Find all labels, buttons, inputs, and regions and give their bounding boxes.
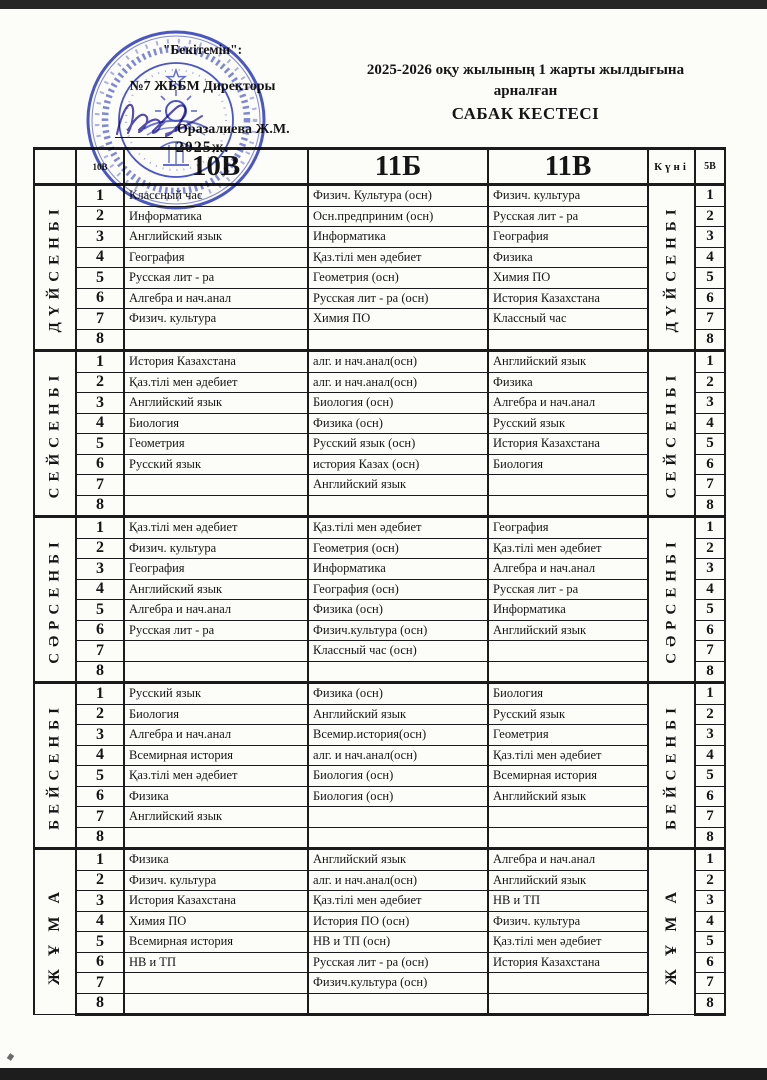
day-label-right [648, 351, 695, 517]
lesson-number-left: 4 [76, 579, 124, 600]
subject-cell: алг. и нач.анал(осн) [308, 372, 488, 393]
subject-cell: Физич. Культура (осн) [308, 185, 488, 207]
approval-year: 2025ж. [175, 139, 230, 156]
subject-cell: Химия ПО [488, 268, 648, 289]
subject-cell: Алгебра и нач.анал [124, 725, 308, 746]
subject-cell: Классный час [124, 185, 308, 207]
lesson-number-right: 4 [695, 911, 725, 932]
subject-cell: Қаз.тілі мен әдебиет [488, 745, 648, 766]
lesson-number-right: 1 [695, 683, 725, 705]
subject-cell: Информатика [308, 227, 488, 248]
subject-cell: История Казахстана [488, 434, 648, 455]
lesson-number-left: 1 [76, 849, 124, 871]
lesson-number-right: 4 [695, 579, 725, 600]
lesson-number-left: 7 [76, 641, 124, 662]
lesson-number-right: 1 [695, 351, 725, 373]
lesson-number-right: 5 [695, 600, 725, 621]
lesson-number-left: 5 [76, 434, 124, 455]
subject-cell: История Казахстана [124, 351, 308, 373]
lesson-number-right: 2 [695, 870, 725, 891]
subject-cell [488, 661, 648, 683]
subject-cell: Геометрия [124, 434, 308, 455]
lesson-number-right: 3 [695, 891, 725, 912]
subject-cell: Русская лит - ра (осн) [308, 952, 488, 973]
class-header-1: 11Б [308, 149, 488, 185]
subject-cell: Биология [488, 683, 648, 705]
subject-cell: Биология [124, 704, 308, 725]
page-title: САБАК КЕСТЕСІ [451, 104, 600, 123]
day-label-right [648, 683, 695, 849]
subject-cell: Английский язык [124, 227, 308, 248]
lesson-number-right: 5 [695, 268, 725, 289]
subject-cell: Алгебра и нач.анал [488, 393, 648, 414]
lesson-number-right: 1 [695, 185, 725, 207]
signature-icon [110, 94, 214, 144]
subject-cell: Қаз.тілі мен әдебиет [308, 247, 488, 268]
subject-cell: Русский язык (осн) [308, 434, 488, 455]
subject-cell [488, 329, 648, 351]
lesson-number-right: 1 [695, 517, 725, 539]
class-header-2: 11В [488, 149, 648, 185]
subject-cell: Физич. культура [488, 185, 648, 207]
lesson-number-right: 8 [695, 329, 725, 351]
subject-cell: История Казахстана [488, 288, 648, 309]
subject-cell [488, 495, 648, 517]
subject-cell: Информатика [488, 600, 648, 621]
subject-cell: Русский язык [488, 704, 648, 725]
subject-cell: Всемирная история [124, 745, 308, 766]
subject-cell [308, 993, 488, 1015]
lesson-number-right: 2 [695, 206, 725, 227]
lesson-number-right: 6 [695, 288, 725, 309]
lesson-number-left: 6 [76, 288, 124, 309]
subject-cell: Физика [488, 247, 648, 268]
lesson-number-right: 8 [695, 495, 725, 517]
lesson-number-left: 4 [76, 745, 124, 766]
lesson-number-left: 8 [76, 993, 124, 1015]
subject-cell: Английский язык [488, 351, 648, 373]
subject-cell [308, 495, 488, 517]
class-header-0: 10В [124, 149, 308, 185]
subject-cell: Геометрия (осн) [308, 538, 488, 559]
lesson-number-left: 4 [76, 413, 124, 434]
lesson-number-left: 2 [76, 704, 124, 725]
subject-cell: География [124, 559, 308, 580]
subject-cell [124, 661, 308, 683]
lesson-number-right: 2 [695, 372, 725, 393]
subject-cell: Биология (осн) [308, 393, 488, 414]
lesson-number-right: 6 [695, 952, 725, 973]
subject-cell: Русская лит - ра [488, 206, 648, 227]
subject-cell: Информатика [124, 206, 308, 227]
subject-cell: Физика [488, 372, 648, 393]
subject-cell: Алгебра и нач.анал [124, 600, 308, 621]
subject-cell: География [488, 227, 648, 248]
day-label-left [34, 517, 76, 683]
day-name-text: БЕЙСЕНБІ [46, 701, 63, 830]
lesson-number-right: 6 [695, 620, 725, 641]
subject-cell [488, 973, 648, 994]
lesson-number-left: 8 [76, 827, 124, 849]
scan-edge-top [0, 0, 767, 9]
subject-cell: Всемирная история [124, 932, 308, 953]
subject-cell: Русский язык [488, 413, 648, 434]
subject-cell [124, 973, 308, 994]
lesson-number-left: 8 [76, 329, 124, 351]
subject-cell: История Казахстана [124, 891, 308, 912]
lesson-number-right: 5 [695, 434, 725, 455]
subject-cell [488, 641, 648, 662]
lesson-number-right: 4 [695, 413, 725, 434]
subject-cell [488, 827, 648, 849]
subject-cell: Қаз.тілі мен әдебиет [308, 517, 488, 539]
subject-cell: Алгебра и нач.анал [124, 288, 308, 309]
day-label-right [648, 185, 695, 351]
lesson-number-left: 1 [76, 517, 124, 539]
subject-cell: алг. и нач.анал(осн) [308, 870, 488, 891]
subject-cell: Қаз.тілі мен әдебиет [124, 766, 308, 787]
day-name-text: ЖҰМА [662, 878, 680, 986]
subject-cell: Английский язык [308, 849, 488, 871]
day-label-right [648, 849, 695, 1015]
subject-cell: Английский язык [124, 393, 308, 414]
subject-cell: Биология [124, 413, 308, 434]
subject-cell: Русский язык [124, 683, 308, 705]
lesson-number-right: 7 [695, 807, 725, 828]
subject-cell: Английский язык [488, 620, 648, 641]
lesson-number-left: 8 [76, 495, 124, 517]
subject-cell [124, 641, 308, 662]
approval-director-label: №7 ЖББМ Директоры [129, 79, 276, 94]
subject-cell: Физич. культура [488, 911, 648, 932]
subject-cell: Всемирная история [488, 766, 648, 787]
day-label-left [34, 849, 76, 1015]
subject-cell: Русская лит - ра [124, 620, 308, 641]
lesson-number-left: 3 [76, 559, 124, 580]
subject-cell: НВ и ТП [488, 891, 648, 912]
day-name-text: СӘРСЕНБІ [663, 535, 679, 664]
subject-cell: Классный час [488, 309, 648, 330]
lesson-number-right: 6 [695, 786, 725, 807]
subject-cell [308, 807, 488, 828]
subject-cell: Английский язык [124, 579, 308, 600]
lesson-number-right: 8 [695, 827, 725, 849]
approval-signer-name: Оразалиева Ж.М. [176, 122, 290, 137]
subject-cell: Английский язык [308, 475, 488, 496]
subject-cell: Физика (осн) [308, 413, 488, 434]
lesson-number-right: 5 [695, 766, 725, 787]
lesson-number-left: 6 [76, 952, 124, 973]
lesson-number-left: 2 [76, 870, 124, 891]
subject-cell: Английский язык [488, 870, 648, 891]
subject-cell: Физич.культура (осн) [308, 973, 488, 994]
lesson-number-left: 2 [76, 372, 124, 393]
lesson-number-left: 8 [76, 661, 124, 683]
subject-cell: Геометрия (осн) [308, 268, 488, 289]
lesson-number-left: 1 [76, 351, 124, 373]
timetable [33, 147, 726, 1016]
subject-cell: Химия ПО [308, 309, 488, 330]
lesson-number-right: 2 [695, 704, 725, 725]
subject-cell: Русский язык [124, 454, 308, 475]
subject-cell [308, 661, 488, 683]
day-name-text: БЕЙСЕНБІ [663, 701, 679, 830]
lesson-number-left: 6 [76, 786, 124, 807]
subject-cell: Физич. культура [124, 538, 308, 559]
lesson-number-right: 3 [695, 559, 725, 580]
subject-cell: Химия ПО [124, 911, 308, 932]
lesson-number-right: 7 [695, 973, 725, 994]
subject-cell [308, 827, 488, 849]
lesson-number-left: 7 [76, 475, 124, 496]
day-label-left [34, 185, 76, 351]
subject-cell: Қаз.тілі мен әдебиет [124, 517, 308, 539]
subject-cell: Геометрия [488, 725, 648, 746]
subject-cell: Физика [124, 849, 308, 871]
subject-cell [308, 329, 488, 351]
day-label-left [34, 351, 76, 517]
subject-cell: География [488, 517, 648, 539]
lesson-number-left: 5 [76, 600, 124, 621]
lesson-number-left: 1 [76, 185, 124, 207]
subject-cell [124, 827, 308, 849]
lesson-number-right: 3 [695, 725, 725, 746]
lesson-number-left: 6 [76, 454, 124, 475]
approval-approved-label: "Бекітемін": [162, 42, 243, 57]
subject-cell: Қаз.тілі мен әдебиет [488, 932, 648, 953]
subject-cell: НВ и ТП [124, 952, 308, 973]
subject-cell: Информатика [308, 559, 488, 580]
lesson-number-right: 6 [695, 454, 725, 475]
lesson-number-right: 7 [695, 309, 725, 330]
lesson-number-left: 3 [76, 891, 124, 912]
subject-cell: Қаз.тілі мен әдебиет [124, 372, 308, 393]
lesson-number-right: 7 [695, 475, 725, 496]
day-name-text: СЕЙСЕНБІ [663, 369, 679, 498]
subject-cell: Классный час (осн) [308, 641, 488, 662]
right-num-header: 5В [695, 149, 725, 185]
subject-cell: История ПО (осн) [308, 911, 488, 932]
lesson-number-left: 4 [76, 911, 124, 932]
day-col-header: Күні [648, 149, 695, 185]
lesson-number-left: 3 [76, 227, 124, 248]
lesson-number-right: 4 [695, 745, 725, 766]
lesson-number-right: 3 [695, 227, 725, 248]
subject-cell: Физика [124, 786, 308, 807]
subject-cell: История Казахстана [488, 952, 648, 973]
lesson-number-left: 2 [76, 538, 124, 559]
subject-cell: Русская лит - ра [488, 579, 648, 600]
subject-cell [124, 495, 308, 517]
subject-cell: алг. и нач.анал(осн) [308, 745, 488, 766]
lesson-number-right: 4 [695, 247, 725, 268]
subject-cell: Осн.предприним (осн) [308, 206, 488, 227]
left-num-header: 10В [76, 149, 124, 185]
lesson-number-left: 3 [76, 393, 124, 414]
subject-cell: Алгебра и нач.анал [488, 849, 648, 871]
subject-cell: Алгебра и нач.анал [488, 559, 648, 580]
lesson-number-left: 2 [76, 206, 124, 227]
subject-cell: География [124, 247, 308, 268]
subject-cell: алг. и нач.анал(осн) [308, 351, 488, 373]
subject-cell [124, 993, 308, 1015]
day-name-text: СӘРСЕНБІ [46, 535, 63, 664]
subject-cell: Английский язык [308, 704, 488, 725]
subject-cell: География (осн) [308, 579, 488, 600]
subject-cell: Биология (осн) [308, 766, 488, 787]
scan-edge-bottom [0, 1068, 767, 1080]
day-label-left [34, 683, 76, 849]
subject-cell: Всемир.история(осн) [308, 725, 488, 746]
lesson-number-left: 7 [76, 309, 124, 330]
lesson-number-left: 5 [76, 932, 124, 953]
subject-cell: Физич.культура (осн) [308, 620, 488, 641]
lesson-number-left: 3 [76, 725, 124, 746]
title-line-2: арналған [493, 83, 558, 99]
day-name-text: ЖҰМА [46, 878, 63, 986]
subject-cell: Биология (осн) [308, 786, 488, 807]
subject-cell [488, 993, 648, 1015]
lesson-number-right: 7 [695, 641, 725, 662]
scan-speck [7, 1053, 15, 1061]
lesson-number-left: 7 [76, 973, 124, 994]
subject-cell: Русская лит - ра (осн) [308, 288, 488, 309]
lesson-number-right: 3 [695, 393, 725, 414]
title-line-1: 2025-2026 оқу жылының 1 жарты жылдығына [366, 62, 685, 78]
lesson-number-left: 5 [76, 766, 124, 787]
lesson-number-right: 8 [695, 993, 725, 1015]
subject-cell: НВ и ТП (осн) [308, 932, 488, 953]
subject-cell: Русская лит - ра [124, 268, 308, 289]
subject-cell: Физич. культура [124, 309, 308, 330]
lesson-number-right: 8 [695, 661, 725, 683]
subject-cell [124, 475, 308, 496]
day-name-text: ДҮЙСЕНБІ [663, 202, 679, 333]
subject-cell: Физика (осн) [308, 600, 488, 621]
subject-cell: Английский язык [124, 807, 308, 828]
title-block [303, 60, 748, 125]
subject-cell: Физич. культура [124, 870, 308, 891]
subject-cell [124, 329, 308, 351]
lesson-number-left: 1 [76, 683, 124, 705]
subject-cell: Қаз.тілі мен әдебиет [308, 891, 488, 912]
day-name-text: ДҮЙСЕНБІ [46, 202, 63, 333]
lesson-number-right: 2 [695, 538, 725, 559]
subject-cell: Қаз.тілі мен әдебиет [488, 538, 648, 559]
corner-cell [34, 149, 76, 185]
lesson-number-left: 6 [76, 620, 124, 641]
subject-cell: Физика (осн) [308, 683, 488, 705]
lesson-number-left: 5 [76, 268, 124, 289]
subject-cell: история Казах (осн) [308, 454, 488, 475]
subject-cell: Английский язык [488, 786, 648, 807]
lesson-number-left: 4 [76, 247, 124, 268]
day-label-right [648, 517, 695, 683]
subject-cell: Биология [488, 454, 648, 475]
day-name-text: СЕЙСЕНБІ [46, 369, 63, 498]
subject-cell [488, 807, 648, 828]
lesson-number-right: 5 [695, 932, 725, 953]
subject-cell [488, 475, 648, 496]
lesson-number-right: 1 [695, 849, 725, 871]
lesson-number-left: 7 [76, 807, 124, 828]
